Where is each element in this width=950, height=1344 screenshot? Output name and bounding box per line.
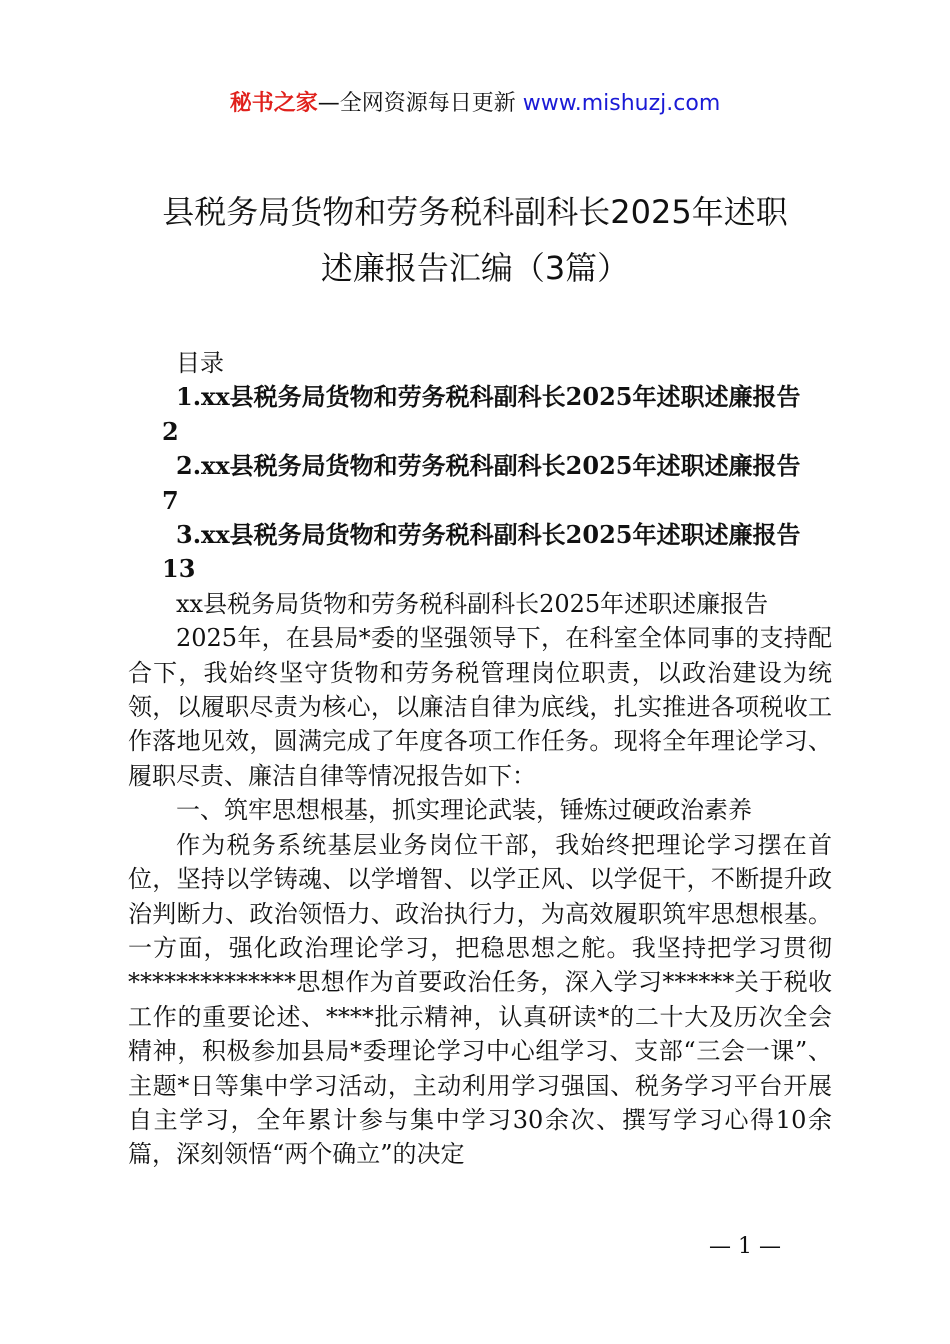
- page-number: — 1 —: [709, 1234, 781, 1259]
- toc-item-3[interactable]: [128, 518, 832, 587]
- document-body: [128, 346, 832, 1172]
- section-1-heading: 一、筑牢思想根基，抓实理论武装，锤炼过硬政治素养: [176, 796, 752, 825]
- section-1-body: 作为税务系统基层业务岗位干部，我始终把理论学习摆在首位，坚持以学铸魂、以学增智、以学正风、以学促干，不断提升政治判断力、政治领悟力、政治执行力，为高效履职筑牢思想根基。一方面，强化政治理论学习，把稳思想之舵。我坚持把学习贯彻**************思想作为首要政治任务，深入学习******关于税收工作的重要论述、****批示精神，认真研读*的二十大及历次全会精神，积极参加县局*委理论学习中心组学习、支部“三会一课”、主题*日等集中学习活动，主动利用学习强国、税务学习平台开展自主学习，全年累计参与集中学习30余次、撰写学习心得10余篇，深刻领悟“两个确立”的决定: [128, 830, 832, 1169]
- toc-item-page: 13: [162, 554, 196, 584]
- brand-name: 秘书之家: [229, 91, 318, 116]
- toc-item-page: 2: [162, 416, 179, 446]
- toc-item-page: 7: [162, 485, 179, 515]
- document-title: [120, 184, 830, 296]
- toc-item-2[interactable]: [128, 449, 832, 518]
- article-intro: 2025年，在县局*委的坚强领导下，在科室全体同事的支持配合下，我始终坚守货物和劳务税管理岗位职责，以政治建设为统领，以履职尽责为核心，以廉洁自律为底线，扎实推进各项税收工作落地见效，圆满完成了年度各项工作任务。现将全年理论学习、履职尽责、廉洁自律等情况报告如下：: [128, 624, 832, 790]
- article-title: xx县税务局货物和劳务税科副科长2025年述职述廉报告: [176, 589, 769, 618]
- banner-slogan: —全网资源每日更新: [317, 91, 523, 116]
- site-banner: [0, 88, 950, 120]
- toc-heading: 目录: [176, 349, 224, 377]
- toc-item-text: 3.xx县税务局货物和劳务税科副科长2025年述职述廉报告: [176, 520, 801, 550]
- title-line-2: 述廉报告汇编（3篇）: [320, 249, 630, 287]
- toc-item-1[interactable]: [128, 380, 832, 449]
- toc-item-text: 1.xx县税务局货物和劳务税科副科长2025年述职述廉报告: [176, 382, 801, 412]
- banner-url[interactable]: www.mishuzj.com: [522, 91, 721, 116]
- title-line-1: 县税务局货物和劳务税科副科长2025年述职: [162, 193, 788, 231]
- toc-item-text: 2.xx县税务局货物和劳务税科副科长2025年述职述廉报告: [176, 451, 801, 481]
